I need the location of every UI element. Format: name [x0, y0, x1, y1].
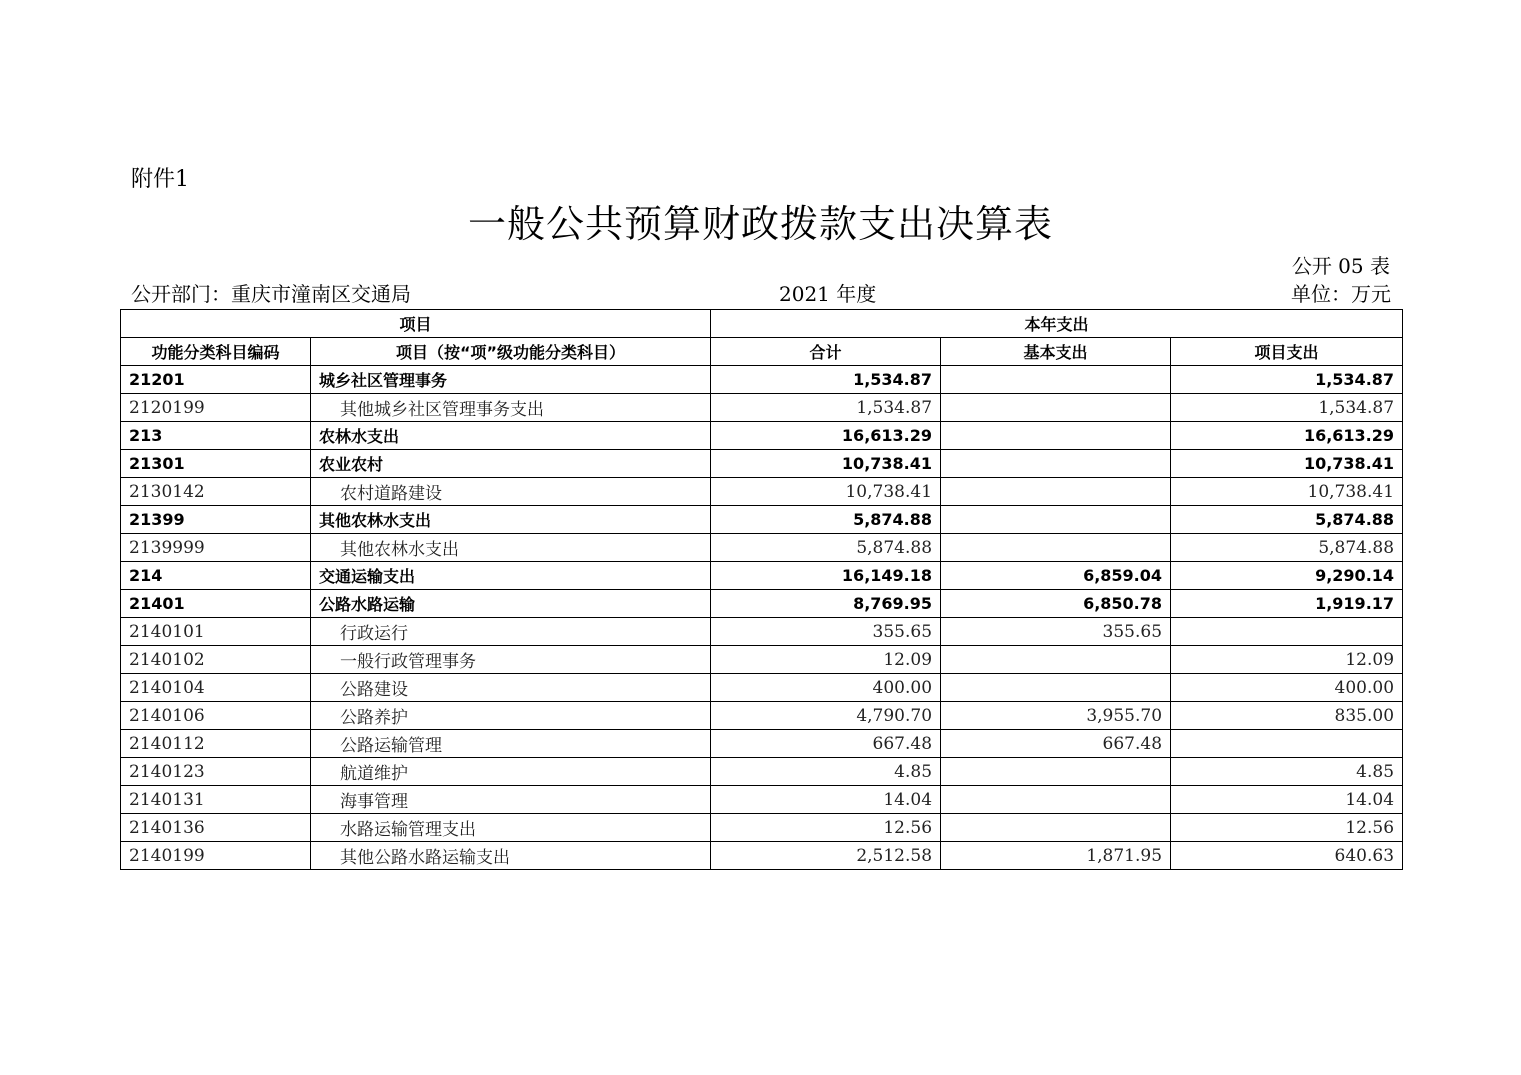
- cell-basic: [941, 450, 1171, 478]
- cell-name: 其他农林水支出: [311, 534, 711, 562]
- table-row: [121, 730, 1403, 758]
- cell-project: 12.09: [1171, 646, 1403, 674]
- cell-project: 16,613.29: [1171, 422, 1403, 450]
- table-row: [121, 394, 1403, 422]
- cell-name: 交通运输支出: [311, 562, 711, 590]
- table-row: [121, 366, 1403, 394]
- cell-total: 4,790.70: [711, 702, 941, 730]
- table-row: [121, 702, 1403, 730]
- column-header-code: 功能分类科目编码: [121, 338, 311, 366]
- table-row: [121, 562, 1403, 590]
- cell-total: 10,738.41: [711, 478, 941, 506]
- cell-total: 667.48: [711, 730, 941, 758]
- cell-total: 16,613.29: [711, 422, 941, 450]
- cell-basic: [941, 506, 1171, 534]
- cell-total: 1,534.87: [711, 366, 941, 394]
- table-row: [121, 814, 1403, 842]
- document-title: 一般公共预算财政拨款支出决算表: [467, 202, 1053, 246]
- column-header-project: 项目支出: [1171, 338, 1403, 366]
- cell-basic: [941, 394, 1171, 422]
- cell-name: 其他公路水路运输支出: [311, 842, 711, 870]
- cell-project: 1,534.87: [1171, 394, 1403, 422]
- table-row: [121, 422, 1403, 450]
- table-row: [121, 674, 1403, 702]
- cell-basic: [941, 814, 1171, 842]
- cell-name: 公路运输管理: [311, 730, 711, 758]
- cell-code: 2140136: [121, 814, 311, 842]
- column-header-total: 合计: [711, 338, 941, 366]
- cell-name: 一般行政管理事务: [311, 646, 711, 674]
- cell-total: 12.56: [711, 814, 941, 842]
- cell-basic: 667.48: [941, 730, 1171, 758]
- cell-name: 其他农林水支出: [311, 506, 711, 534]
- cell-total: 10,738.41: [711, 450, 941, 478]
- cell-total: 14.04: [711, 786, 941, 814]
- cell-project: 10,738.41: [1171, 450, 1403, 478]
- fiscal-year: 2021 年度: [779, 282, 877, 306]
- cell-basic: [941, 758, 1171, 786]
- cell-name: 航道维护: [311, 758, 711, 786]
- cell-code: 214: [121, 562, 311, 590]
- table-body: [121, 366, 1403, 870]
- cell-total: 355.65: [711, 618, 941, 646]
- cell-name: 行政运行: [311, 618, 711, 646]
- cell-project: [1171, 618, 1403, 646]
- cell-code: 2140131: [121, 786, 311, 814]
- cell-code: 2139999: [121, 534, 311, 562]
- column-header-basic: 基本支出: [941, 338, 1171, 366]
- table-row: [121, 618, 1403, 646]
- cell-name: 海事管理: [311, 786, 711, 814]
- cell-project: 5,874.88: [1171, 506, 1403, 534]
- cell-code: 2140112: [121, 730, 311, 758]
- cell-basic: [941, 674, 1171, 702]
- cell-name: 公路水路运输: [311, 590, 711, 618]
- cell-basic: 6,859.04: [941, 562, 1171, 590]
- table-row: [121, 478, 1403, 506]
- cell-project: 835.00: [1171, 702, 1403, 730]
- cell-name: 农村道路建设: [311, 478, 711, 506]
- cell-project: 1,534.87: [1171, 366, 1403, 394]
- cell-total: 5,874.88: [711, 534, 941, 562]
- cell-name: 公路养护: [311, 702, 711, 730]
- cell-total: 5,874.88: [711, 506, 941, 534]
- department-label: 公开部门：重庆市潼南区交通局: [131, 282, 411, 306]
- table-row: [121, 450, 1403, 478]
- item-group-header: 项目: [121, 310, 711, 338]
- cell-name: 农业农村: [311, 450, 711, 478]
- cell-total: 4.85: [711, 758, 941, 786]
- cell-project: 10,738.41: [1171, 478, 1403, 506]
- cell-total: 2,512.58: [711, 842, 941, 870]
- cell-basic: [941, 534, 1171, 562]
- cell-code: 2140102: [121, 646, 311, 674]
- column-header-name: 项目（按“项”级功能分类科目）: [311, 338, 711, 366]
- form-number: 公开 05 表: [1291, 254, 1390, 278]
- table-row: [121, 786, 1403, 814]
- expense-group-header: 本年支出: [711, 310, 1403, 338]
- cell-basic: [941, 366, 1171, 394]
- cell-basic: 355.65: [941, 618, 1171, 646]
- cell-code: 2130142: [121, 478, 311, 506]
- cell-code: 2120199: [121, 394, 311, 422]
- cell-code: 213: [121, 422, 311, 450]
- cell-total: 1,534.87: [711, 394, 941, 422]
- cell-code: 21201: [121, 366, 311, 394]
- meta-row: [131, 280, 1391, 308]
- cell-code: 2140199: [121, 842, 311, 870]
- cell-code: 21401: [121, 590, 311, 618]
- cell-total: 16,149.18: [711, 562, 941, 590]
- table-row: [121, 758, 1403, 786]
- group-header-row: [121, 310, 1403, 338]
- cell-project: [1171, 730, 1403, 758]
- cell-code: 21399: [121, 506, 311, 534]
- cell-code: 2140106: [121, 702, 311, 730]
- cell-total: 400.00: [711, 674, 941, 702]
- cell-basic: [941, 478, 1171, 506]
- cell-project: 5,874.88: [1171, 534, 1403, 562]
- table-row: [121, 646, 1403, 674]
- table-row: [121, 534, 1403, 562]
- cell-code: 21301: [121, 450, 311, 478]
- table-header: [121, 310, 1403, 366]
- cell-basic: [941, 422, 1171, 450]
- cell-basic: 1,871.95: [941, 842, 1171, 870]
- column-header-row: [121, 338, 1403, 366]
- cell-project: 4.85: [1171, 758, 1403, 786]
- table-row: [121, 590, 1403, 618]
- cell-name: 水路运输管理支出: [311, 814, 711, 842]
- cell-project: 1,919.17: [1171, 590, 1403, 618]
- cell-total: 8,769.95: [711, 590, 941, 618]
- cell-code: 2140123: [121, 758, 311, 786]
- cell-basic: [941, 646, 1171, 674]
- cell-basic: [941, 786, 1171, 814]
- attachment-label: 附件1: [131, 167, 189, 192]
- table-row: [121, 506, 1403, 534]
- cell-project: 9,290.14: [1171, 562, 1403, 590]
- cell-name: 农林水支出: [311, 422, 711, 450]
- cell-name: 公路建设: [311, 674, 711, 702]
- cell-basic: 6,850.78: [941, 590, 1171, 618]
- cell-name: 其他城乡社区管理事务支出: [311, 394, 711, 422]
- table-row: [121, 842, 1403, 870]
- cell-code: 2140101: [121, 618, 311, 646]
- cell-total: 12.09: [711, 646, 941, 674]
- cell-project: 12.56: [1171, 814, 1403, 842]
- budget-table: [120, 309, 1403, 870]
- cell-code: 2140104: [121, 674, 311, 702]
- cell-project: 400.00: [1171, 674, 1403, 702]
- cell-project: 640.63: [1171, 842, 1403, 870]
- cell-name: 城乡社区管理事务: [311, 366, 711, 394]
- cell-basic: 3,955.70: [941, 702, 1171, 730]
- unit-label: 单位：万元: [1291, 282, 1391, 306]
- cell-project: 14.04: [1171, 786, 1403, 814]
